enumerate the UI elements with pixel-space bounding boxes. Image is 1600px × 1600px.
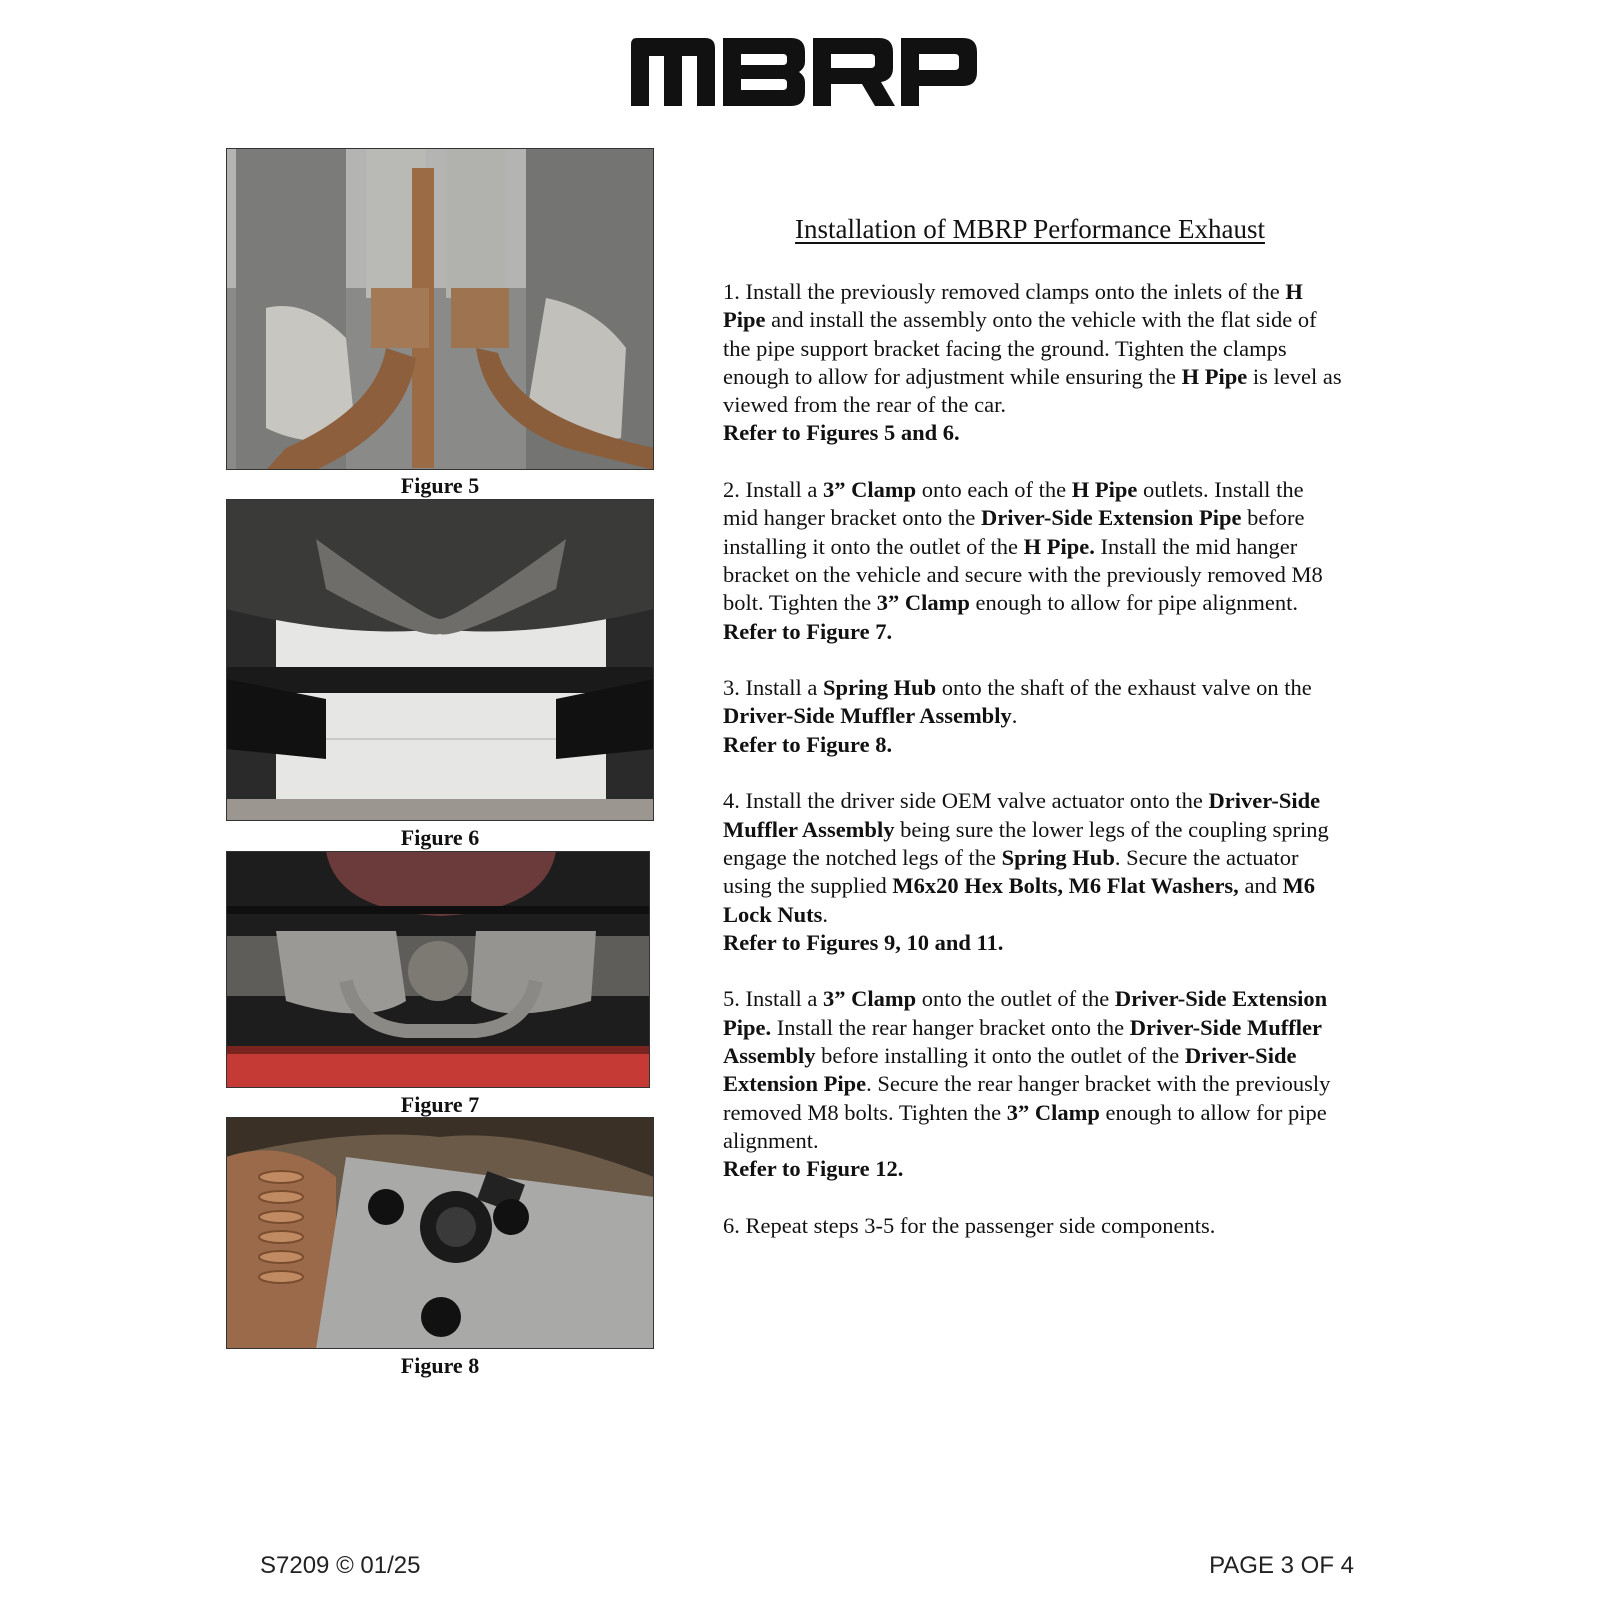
step-2-reference: Refer to Figure 7. bbox=[723, 618, 893, 644]
step-3 bbox=[723, 674, 1343, 759]
step-4 bbox=[723, 787, 1343, 957]
figure-8-caption: Figure 8 bbox=[400, 1353, 480, 1378]
step-5-text: 5. Install a 3” Clamp onto the outlet of the Driver-Side Extension Pipe. Install the rear hanger bracket onto the Driver-Side Muffler Assembly before installing it onto the outlet of the Driver-Side Extension Pipe. Secure the rear hanger bracket with the previously removed M8 bolts. Tighten the 3” Clamp enough to allow for pipe alignment. bbox=[723, 986, 1331, 1153]
mbrp-logo-graphic bbox=[631, 38, 977, 106]
figure-6-caption: Figure 6 bbox=[400, 825, 480, 850]
step-3-reference: Refer to Figure 8. bbox=[723, 731, 893, 757]
figure-7-caption: Figure 7 bbox=[400, 1092, 480, 1117]
document-number: S7209 © 01/25 bbox=[260, 1552, 421, 1579]
step-5-reference: Refer to Figure 12. bbox=[723, 1156, 904, 1182]
step-2 bbox=[723, 476, 1343, 646]
figure-6-photo bbox=[226, 499, 654, 821]
step-4-text: 4. Install the driver side OEM valve actuator onto the Driver-Side Muffler Assembly being sure the lower legs of the coupling spring engage the notched legs of the Spring Hub. Secure the actuator using the supplied M6x20 Hex Bolts, M6 Flat Washers, and M6 Lock Nuts. bbox=[723, 788, 1329, 927]
figure-7-photo bbox=[226, 851, 650, 1088]
figure-8-photo bbox=[226, 1117, 654, 1349]
step-2-text: 2. Install a 3” Clamp onto each of the H Pipe outlets. Install the mid hanger bracket onto the Driver-Side Extension Pipe before installing it onto the outlet of the H Pipe. Install the mid hanger bracket on the vehicle and secure with the previously removed M8 bolt. Tighten the 3” Clamp enough to allow for pipe alignment. bbox=[723, 477, 1323, 616]
step-1 bbox=[723, 278, 1343, 448]
page-number: PAGE 3 OF 4 bbox=[1209, 1552, 1354, 1579]
step-6-text: 6. Repeat steps 3-5 for the passenger side components. bbox=[723, 1212, 1216, 1238]
step-3-text: 3. Install a Spring Hub onto the shaft of the exhaust valve on the Driver-Side Muffler Assembly. bbox=[723, 675, 1312, 729]
step-4-reference: Refer to Figures 9, 10 and 11. bbox=[723, 929, 1004, 955]
figure-5-caption: Figure 5 bbox=[400, 473, 480, 498]
step-6 bbox=[723, 1212, 1343, 1240]
figure-5-photo bbox=[226, 148, 654, 470]
step-1-text: 1. Install the previously removed clamps onto the inlets of the H Pipe and install the assembly onto the vehicle with the flat side of the pipe support bracket facing the ground. Tighten the clamps enough to allow for adjustment while ensuring the H Pipe is level as viewed from the rear of the car. bbox=[723, 279, 1342, 418]
mbrp-logo bbox=[631, 38, 977, 106]
document-title: Installation of MBRP Performance Exhaust bbox=[795, 214, 1265, 244]
installation-steps bbox=[723, 278, 1343, 1268]
step-5 bbox=[723, 985, 1343, 1183]
step-1-reference: Refer to Figures 5 and 6. bbox=[723, 420, 960, 446]
